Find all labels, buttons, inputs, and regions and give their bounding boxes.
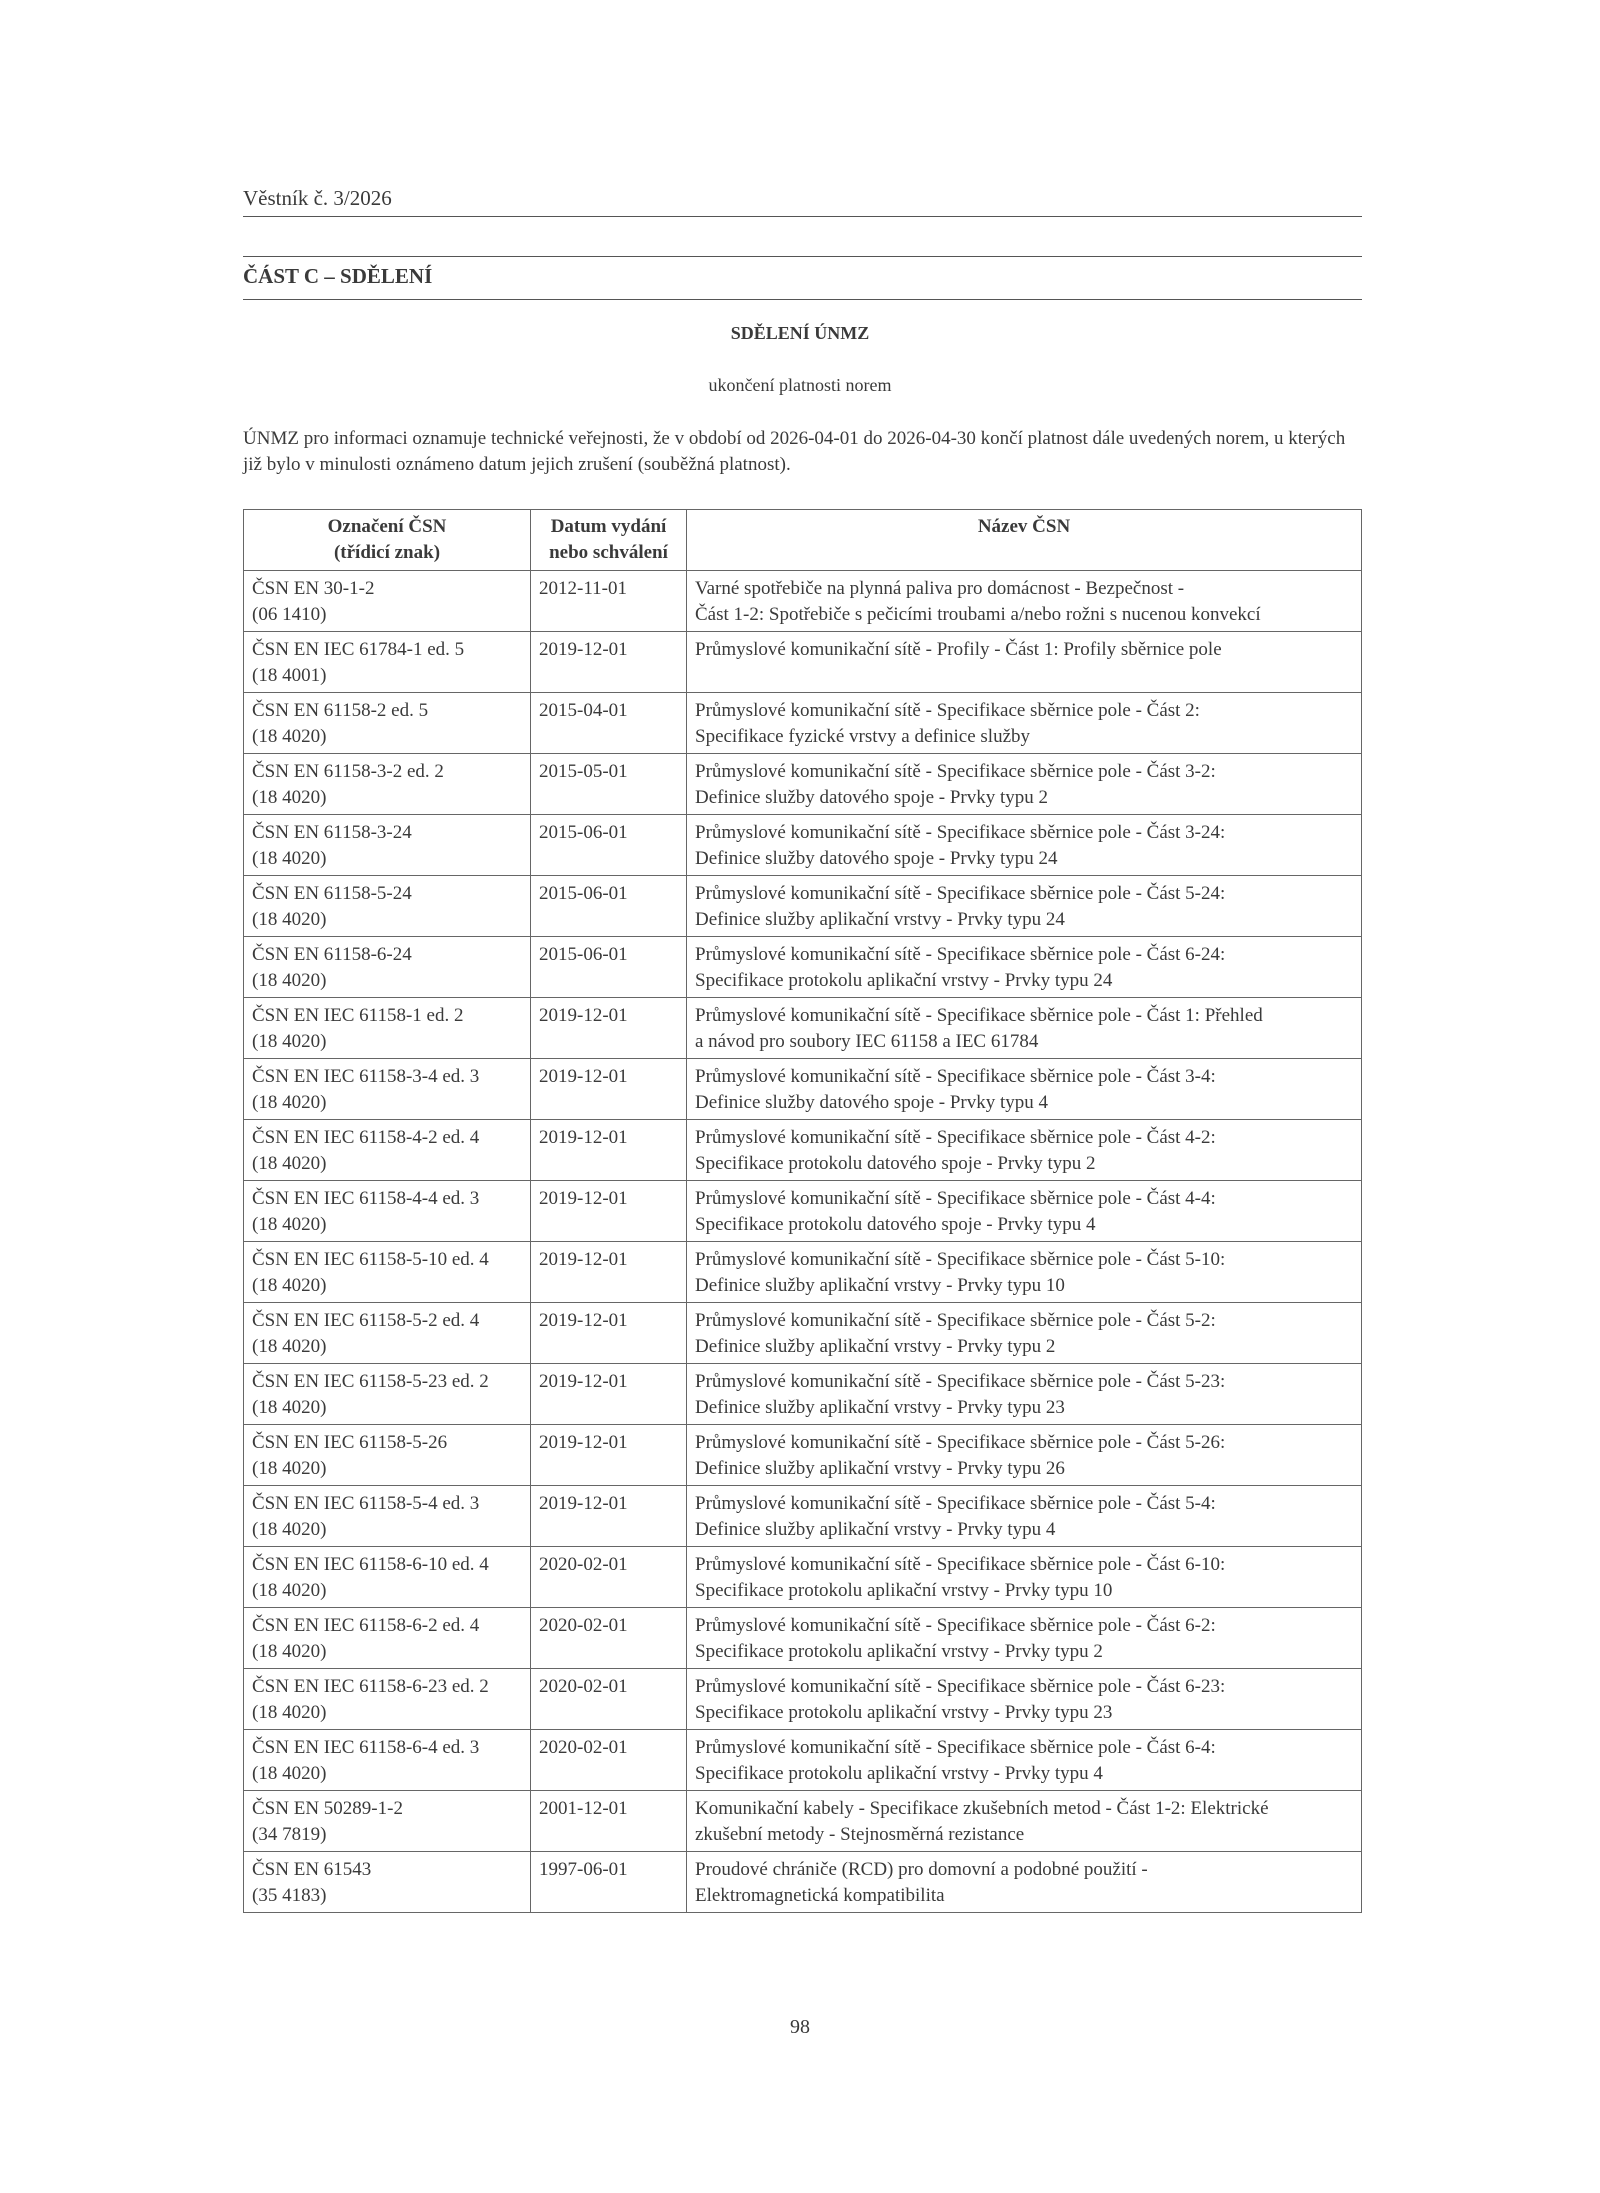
standard-code: ČSN EN 61158-5-24 bbox=[252, 883, 412, 904]
issue-date: 2020-02-01 bbox=[539, 1676, 628, 1697]
standard-name-line2: Specifikace protokolu aplikační vrstvy - Prvky typu 23 bbox=[695, 1702, 1113, 1723]
classification-mark: (18 4020) bbox=[252, 848, 327, 869]
classification-mark: (18 4020) bbox=[252, 1153, 327, 1174]
classification-mark: (18 4020) bbox=[252, 1519, 327, 1540]
cell-code bbox=[244, 1303, 531, 1364]
cell-date bbox=[531, 1486, 687, 1547]
cell-name bbox=[687, 1364, 1362, 1425]
standard-code: ČSN EN IEC 61158-5-10 ed. 4 bbox=[252, 1249, 489, 1270]
cell-date bbox=[531, 754, 687, 815]
issue-date: 2020-02-01 bbox=[539, 1737, 628, 1758]
standard-name-line1: Průmyslové komunikační sítě - Specifikace sběrnice pole - Část 5-4: bbox=[695, 1493, 1216, 1514]
cell-name bbox=[687, 693, 1362, 754]
cell-code bbox=[244, 815, 531, 876]
standard-name-line1: Průmyslové komunikační sítě - Profily - Část 1: Profily sběrnice pole bbox=[695, 639, 1222, 660]
issue-date: 2019-12-01 bbox=[539, 1371, 628, 1392]
standard-name-line1: Průmyslové komunikační sítě - Specifikace sběrnice pole - Část 5-10: bbox=[695, 1249, 1226, 1270]
cell-code bbox=[244, 1852, 531, 1913]
cell-code bbox=[244, 1486, 531, 1547]
table-row bbox=[244, 571, 1362, 632]
standard-name-line2: Definice služby aplikační vrstvy - Prvky typu 23 bbox=[695, 1397, 1065, 1418]
standard-name-line1: Průmyslové komunikační sítě - Specifikace sběrnice pole - Část 5-24: bbox=[695, 883, 1226, 904]
cell-name bbox=[687, 1425, 1362, 1486]
standard-code: ČSN EN IEC 61158-6-4 ed. 3 bbox=[252, 1737, 480, 1758]
header-line: Název ČSN bbox=[977, 516, 1071, 537]
standard-name-line1: Proudové chrániče (RCD) pro domovní a podobné použití - bbox=[695, 1859, 1148, 1880]
cell-date bbox=[531, 1852, 687, 1913]
cell-name bbox=[687, 1242, 1362, 1303]
cell-date bbox=[531, 1730, 687, 1791]
cell-code bbox=[244, 1547, 531, 1608]
standard-name-line2: Definice služby aplikační vrstvy - Prvky typu 10 bbox=[695, 1275, 1065, 1296]
cell-code bbox=[244, 998, 531, 1059]
cell-code bbox=[244, 1242, 531, 1303]
standard-name-line1: Varné spotřebiče na plynná paliva pro domácnost - Bezpečnost - bbox=[695, 578, 1185, 599]
issue-date: 2019-12-01 bbox=[539, 1310, 628, 1331]
notice-subtitle: ukončení platnosti norem bbox=[708, 375, 892, 395]
classification-mark: (18 4020) bbox=[252, 1031, 327, 1052]
table-row bbox=[244, 876, 1362, 937]
classification-mark: (18 4020) bbox=[252, 1580, 327, 1601]
standard-name-line1: Průmyslové komunikační sítě - Specifikace sběrnice pole - Část 5-2: bbox=[695, 1310, 1216, 1331]
part-divider-top bbox=[243, 256, 1362, 257]
table-row bbox=[244, 998, 1362, 1059]
classification-mark: (18 4020) bbox=[252, 1641, 327, 1662]
standard-code: ČSN EN 61158-3-24 bbox=[252, 822, 412, 843]
cell-date bbox=[531, 815, 687, 876]
standard-code: ČSN EN 61158-2 ed. 5 bbox=[252, 700, 429, 721]
issue-date: 2019-12-01 bbox=[539, 1493, 628, 1514]
cell-date bbox=[531, 1791, 687, 1852]
cell-name bbox=[687, 1303, 1362, 1364]
cell-name bbox=[687, 632, 1362, 693]
cell-name bbox=[687, 876, 1362, 937]
cell-code bbox=[244, 937, 531, 998]
standard-name-line2: Specifikace protokolu datového spoje - Prvky typu 4 bbox=[695, 1214, 1096, 1235]
header-line: Datum vydání bbox=[550, 516, 667, 537]
classification-mark: (34 7819) bbox=[252, 1824, 327, 1845]
issue-date: 2020-02-01 bbox=[539, 1615, 628, 1636]
cell-code bbox=[244, 754, 531, 815]
standard-name-line2: Specifikace protokolu aplikační vrstvy - Prvky typu 2 bbox=[695, 1641, 1103, 1662]
issue-date: 2015-06-01 bbox=[539, 944, 628, 965]
cell-code bbox=[244, 1791, 531, 1852]
table-row bbox=[244, 1181, 1362, 1242]
standards-table bbox=[243, 509, 1362, 1913]
standard-code: ČSN EN IEC 61158-5-26 bbox=[252, 1432, 448, 1453]
classification-mark: (18 4020) bbox=[252, 1336, 327, 1357]
issue-date: 2019-12-01 bbox=[539, 639, 628, 660]
part-divider-bottom bbox=[243, 299, 1362, 300]
standard-code: ČSN EN IEC 61158-4-4 ed. 3 bbox=[252, 1188, 480, 1209]
cell-name bbox=[687, 937, 1362, 998]
classification-mark: (18 4020) bbox=[252, 1702, 327, 1723]
cell-code bbox=[244, 1669, 531, 1730]
table-row bbox=[244, 1547, 1362, 1608]
standard-name-line1: Průmyslové komunikační sítě - Specifikace sběrnice pole - Část 3-2: bbox=[695, 761, 1216, 782]
standard-name-line1: Průmyslové komunikační sítě - Specifikace sběrnice pole - Část 6-4: bbox=[695, 1737, 1216, 1758]
standard-name-line1: Průmyslové komunikační sítě - Specifikace sběrnice pole - Část 1: Přehled bbox=[695, 1005, 1263, 1026]
table-row bbox=[244, 754, 1362, 815]
standard-name-line2: Specifikace fyzické vrstvy a definice služby bbox=[695, 726, 1030, 747]
standard-name-line2: Definice služby aplikační vrstvy - Prvky typu 24 bbox=[695, 909, 1065, 930]
standard-code: ČSN EN IEC 61784-1 ed. 5 bbox=[252, 639, 465, 660]
standard-name-line2: Definice služby datového spoje - Prvky typu 2 bbox=[695, 787, 1049, 808]
standard-name-line2: Specifikace protokolu aplikační vrstvy - Prvky typu 10 bbox=[695, 1580, 1113, 1601]
standard-name-line2: Definice služby aplikační vrstvy - Prvky typu 2 bbox=[695, 1336, 1056, 1357]
cell-code bbox=[244, 1120, 531, 1181]
standard-code: ČSN EN 61543 bbox=[252, 1859, 372, 1880]
classification-mark: (18 4020) bbox=[252, 787, 327, 808]
column-header-date bbox=[531, 510, 687, 571]
issue-date: 2019-12-01 bbox=[539, 1066, 628, 1087]
cell-date bbox=[531, 1669, 687, 1730]
cell-date bbox=[531, 1303, 687, 1364]
classification-mark: (18 4020) bbox=[252, 1763, 327, 1784]
standard-code: ČSN EN IEC 61158-5-4 ed. 3 bbox=[252, 1493, 480, 1514]
cell-name bbox=[687, 1730, 1362, 1791]
issue-date: 2015-06-01 bbox=[539, 822, 628, 843]
standard-name-line2: zkušební metody - Stejnosměrná rezistance bbox=[695, 1824, 1025, 1845]
classification-mark: (18 4020) bbox=[252, 970, 327, 991]
journal-header: Věstník č. 3/2026 bbox=[243, 186, 392, 210]
cell-date bbox=[531, 937, 687, 998]
table-row bbox=[244, 1364, 1362, 1425]
classification-mark: (18 4001) bbox=[252, 665, 327, 686]
issue-date: 2012-11-01 bbox=[539, 578, 627, 599]
standard-name-line2: Definice služby datového spoje - Prvky typu 4 bbox=[695, 1092, 1049, 1113]
standard-name-line1: Průmyslové komunikační sítě - Specifikace sběrnice pole - Část 3-4: bbox=[695, 1066, 1216, 1087]
standard-code: ČSN EN IEC 61158-6-2 ed. 4 bbox=[252, 1615, 480, 1636]
page-number: 98 bbox=[790, 2016, 810, 2038]
cell-code bbox=[244, 1059, 531, 1120]
issue-date: 2019-12-01 bbox=[539, 1127, 628, 1148]
issue-date: 2001-12-01 bbox=[539, 1798, 628, 1819]
cell-date bbox=[531, 1242, 687, 1303]
standard-code: ČSN EN 30-1-2 bbox=[252, 578, 375, 599]
standard-name-line1: Průmyslové komunikační sítě - Specifikace sběrnice pole - Část 2: bbox=[695, 700, 1200, 721]
cell-date bbox=[531, 1547, 687, 1608]
issue-date: 2019-12-01 bbox=[539, 1005, 628, 1026]
cell-code bbox=[244, 632, 531, 693]
cell-date bbox=[531, 693, 687, 754]
standard-name-line2: Definice služby aplikační vrstvy - Prvky typu 26 bbox=[695, 1458, 1065, 1479]
table-row bbox=[244, 1791, 1362, 1852]
issue-date: 2015-04-01 bbox=[539, 700, 628, 721]
issue-date: 1997-06-01 bbox=[539, 1859, 628, 1880]
classification-mark: (35 4183) bbox=[252, 1885, 327, 1906]
table-row bbox=[244, 1486, 1362, 1547]
cell-code bbox=[244, 1181, 531, 1242]
standard-code: ČSN EN IEC 61158-1 ed. 2 bbox=[252, 1005, 464, 1026]
table-row bbox=[244, 1120, 1362, 1181]
notice-paragraph: ÚNMZ pro informaci oznamuje technické veřejnosti, že v období od 2026-04-01 do 2026-04-30 končí platnost dále uvedených norem, u kterých již bylo v minulosti oznámeno datum jejich zrušení (souběžná platnost). bbox=[243, 428, 1346, 475]
cell-name bbox=[687, 571, 1362, 632]
header-divider bbox=[243, 216, 1362, 217]
notice-title: SDĚLENÍ ÚNMZ bbox=[730, 323, 870, 343]
cell-name bbox=[687, 815, 1362, 876]
cell-date bbox=[531, 1425, 687, 1486]
cell-name bbox=[687, 754, 1362, 815]
standard-code: ČSN EN IEC 61158-5-2 ed. 4 bbox=[252, 1310, 480, 1331]
cell-date bbox=[531, 632, 687, 693]
standard-name-line1: Průmyslové komunikační sítě - Specifikace sběrnice pole - Část 6-2: bbox=[695, 1615, 1216, 1636]
column-header-name bbox=[687, 510, 1362, 571]
standard-name-line2: Specifikace protokolu datového spoje - Prvky typu 2 bbox=[695, 1153, 1096, 1174]
issue-date: 2019-12-01 bbox=[539, 1249, 628, 1270]
table-row bbox=[244, 1242, 1362, 1303]
table-row bbox=[244, 632, 1362, 693]
table-row bbox=[244, 1059, 1362, 1120]
cell-date bbox=[531, 571, 687, 632]
cell-name bbox=[687, 1547, 1362, 1608]
cell-name bbox=[687, 998, 1362, 1059]
standard-name-line1: Průmyslové komunikační sítě - Specifikace sběrnice pole - Část 6-24: bbox=[695, 944, 1226, 965]
cell-date bbox=[531, 1181, 687, 1242]
classification-mark: (18 4020) bbox=[252, 1397, 327, 1418]
classification-mark: (18 4020) bbox=[252, 726, 327, 747]
standard-name-line1: Průmyslové komunikační sítě - Specifikace sběrnice pole - Část 4-2: bbox=[695, 1127, 1216, 1148]
issue-date: 2015-05-01 bbox=[539, 761, 628, 782]
cell-name bbox=[687, 1669, 1362, 1730]
standard-name-line2: Specifikace protokolu aplikační vrstvy - Prvky typu 24 bbox=[695, 970, 1113, 991]
standard-name-line1: Komunikační kabely - Specifikace zkušebních metod - Část 1-2: Elektrické bbox=[695, 1798, 1269, 1819]
cell-date bbox=[531, 998, 687, 1059]
standard-name-line2: Definice služby datového spoje - Prvky typu 24 bbox=[695, 848, 1058, 869]
table-row bbox=[244, 1852, 1362, 1913]
cell-name bbox=[687, 1120, 1362, 1181]
cell-date bbox=[531, 1364, 687, 1425]
cell-name bbox=[687, 1181, 1362, 1242]
classification-mark: (18 4020) bbox=[252, 1092, 327, 1113]
cell-name bbox=[687, 1059, 1362, 1120]
column-header-code bbox=[244, 510, 531, 571]
table-header-row bbox=[244, 510, 1362, 571]
standard-name-line2: Definice služby aplikační vrstvy - Prvky typu 4 bbox=[695, 1519, 1056, 1540]
standard-name-line1: Průmyslové komunikační sítě - Specifikace sběrnice pole - Část 5-26: bbox=[695, 1432, 1226, 1453]
table-row bbox=[244, 1425, 1362, 1486]
standard-code: ČSN EN 61158-3-2 ed. 2 bbox=[252, 761, 444, 782]
table-row bbox=[244, 1608, 1362, 1669]
cell-name bbox=[687, 1486, 1362, 1547]
cell-code bbox=[244, 1364, 531, 1425]
classification-mark: (18 4020) bbox=[252, 909, 327, 930]
issue-date: 2019-12-01 bbox=[539, 1432, 628, 1453]
classification-mark: (06 1410) bbox=[252, 604, 327, 625]
issue-date: 2020-02-01 bbox=[539, 1554, 628, 1575]
standard-code: ČSN EN 50289-1-2 bbox=[252, 1798, 403, 1819]
cell-code bbox=[244, 1608, 531, 1669]
cell-date bbox=[531, 1608, 687, 1669]
cell-code bbox=[244, 693, 531, 754]
classification-mark: (18 4020) bbox=[252, 1458, 327, 1479]
standard-name-line2: Elektromagnetická kompatibilita bbox=[695, 1885, 945, 1906]
cell-code bbox=[244, 571, 531, 632]
standard-name-line1: Průmyslové komunikační sítě - Specifikace sběrnice pole - Část 5-23: bbox=[695, 1371, 1226, 1392]
standard-name-line1: Průmyslové komunikační sítě - Specifikace sběrnice pole - Část 3-24: bbox=[695, 822, 1226, 843]
issue-date: 2015-06-01 bbox=[539, 883, 628, 904]
standard-code: ČSN EN IEC 61158-6-10 ed. 4 bbox=[252, 1554, 489, 1575]
cell-code bbox=[244, 1730, 531, 1791]
table-row bbox=[244, 1669, 1362, 1730]
standard-code: ČSN EN IEC 61158-3-4 ed. 3 bbox=[252, 1066, 480, 1087]
standard-name-line1: Průmyslové komunikační sítě - Specifikace sběrnice pole - Část 6-10: bbox=[695, 1554, 1226, 1575]
table-row bbox=[244, 693, 1362, 754]
issue-date: 2019-12-01 bbox=[539, 1188, 628, 1209]
cell-name bbox=[687, 1791, 1362, 1852]
standard-code: ČSN EN IEC 61158-5-23 ed. 2 bbox=[252, 1371, 489, 1392]
classification-mark: (18 4020) bbox=[252, 1214, 327, 1235]
standard-name-line1: Průmyslové komunikační sítě - Specifikace sběrnice pole - Část 4-4: bbox=[695, 1188, 1216, 1209]
cell-date bbox=[531, 1120, 687, 1181]
header-line: nebo schválení bbox=[549, 542, 668, 563]
standard-code: ČSN EN IEC 61158-4-2 ed. 4 bbox=[252, 1127, 480, 1148]
standard-name-line2: Část 1-2: Spotřebiče s pečicími troubami a/nebo rožni s nucenou konvekcí bbox=[695, 604, 1261, 625]
cell-code bbox=[244, 876, 531, 937]
table-row bbox=[244, 1730, 1362, 1791]
cell-code bbox=[244, 1425, 531, 1486]
part-heading: ČÁST C – SDĚLENÍ bbox=[243, 264, 433, 288]
cell-date bbox=[531, 1059, 687, 1120]
header-line: Označení ČSN bbox=[327, 516, 447, 537]
table-row bbox=[244, 1303, 1362, 1364]
standard-name-line1: Průmyslové komunikační sítě - Specifikace sběrnice pole - Část 6-23: bbox=[695, 1676, 1226, 1697]
cell-date bbox=[531, 876, 687, 937]
table-row bbox=[244, 815, 1362, 876]
classification-mark: (18 4020) bbox=[252, 1275, 327, 1296]
cell-name bbox=[687, 1608, 1362, 1669]
standard-name-line2: a návod pro soubory IEC 61158 a IEC 61784 bbox=[695, 1031, 1039, 1052]
header-line: (třídicí znak) bbox=[333, 542, 441, 563]
standard-code: ČSN EN IEC 61158-6-23 ed. 2 bbox=[252, 1676, 489, 1697]
table-row bbox=[244, 937, 1362, 998]
standard-name-line2: Specifikace protokolu aplikační vrstvy - Prvky typu 4 bbox=[695, 1763, 1103, 1784]
cell-name bbox=[687, 1852, 1362, 1913]
standard-code: ČSN EN 61158-6-24 bbox=[252, 944, 412, 965]
